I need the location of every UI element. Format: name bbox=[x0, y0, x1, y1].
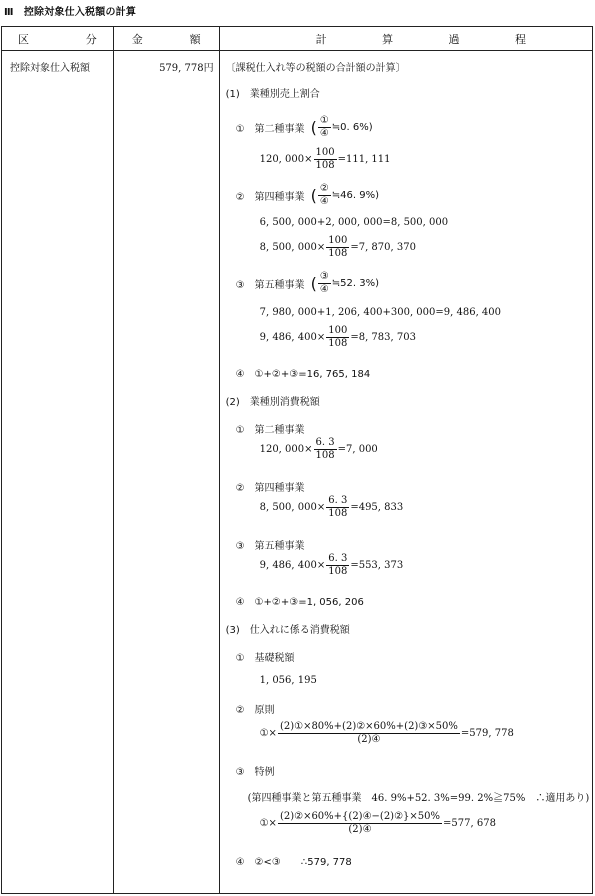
fraction bbox=[326, 553, 349, 578]
fraction-numerator: 100 bbox=[328, 235, 348, 246]
s1-item-1-calc bbox=[260, 147, 391, 172]
calc-result: =579, 778 bbox=[460, 728, 514, 739]
s1-item-3-sum: 7, 980, 000+1, 206, 400+300, 000=9, 486, 400 bbox=[259, 307, 502, 318]
fraction-denominator: 108 bbox=[315, 160, 335, 171]
s3-item-3-calc bbox=[260, 811, 496, 836]
calc-result: =495, 833 bbox=[350, 502, 404, 513]
s2-item-4: ④ ①+②+③=1, 056, 206 bbox=[235, 597, 364, 608]
fraction-numerator: (2)②×60%+{(2)④−(2)②}×50% bbox=[279, 811, 441, 822]
fraction bbox=[318, 271, 331, 296]
s1-item-3 bbox=[236, 271, 379, 296]
s3-item-1-value: 1, 056, 195 bbox=[259, 675, 317, 686]
fraction-denominator: ④ bbox=[319, 284, 329, 295]
s3-item-3-label: ③ 特例 bbox=[235, 767, 275, 778]
calc-term: ①× bbox=[259, 728, 277, 739]
section-title: Ⅲ 控除対象仕入税額の計算 bbox=[4, 7, 137, 18]
s2-item-3-label: ③ 第五種事業 bbox=[235, 541, 305, 552]
fraction bbox=[314, 437, 337, 462]
header-process-char: 計 bbox=[315, 32, 327, 46]
header-amount-char: 額 bbox=[189, 32, 201, 46]
header-row bbox=[2, 27, 593, 51]
section-1-title: (1) 業種別売上割合 bbox=[225, 89, 320, 100]
fraction bbox=[326, 325, 349, 350]
calc-term: 9, 486, 400× bbox=[259, 332, 326, 343]
s3-item-2-calc bbox=[260, 721, 514, 746]
calc-term: 8, 500, 000× bbox=[259, 502, 326, 513]
calc-result: =7, 870, 370 bbox=[350, 242, 416, 253]
fraction-denominator: 108 bbox=[315, 450, 335, 461]
calc-result: =7, 000 bbox=[337, 444, 378, 455]
data-row bbox=[2, 51, 593, 894]
header-category-char: 区 bbox=[18, 32, 29, 46]
category-cell: 控除対象仕入税額 bbox=[2, 51, 114, 894]
s2-item-2-label: ② 第四種事業 bbox=[235, 483, 305, 494]
s1-item-1 bbox=[236, 115, 373, 140]
s2-item-1-label: ① 第二種事業 bbox=[235, 425, 305, 436]
calculation-table bbox=[1, 26, 593, 894]
s1-item-3-label: ③ 第五種事業 bbox=[235, 280, 305, 291]
header-category bbox=[2, 27, 114, 51]
s1-item-2-sum: 6, 500, 000+2, 000, 000=8, 500, 000 bbox=[259, 217, 449, 228]
s2-item-3-calc bbox=[260, 553, 404, 578]
fraction-denominator: 108 bbox=[328, 566, 348, 577]
fraction-denominator: ④ bbox=[319, 128, 329, 139]
fraction bbox=[314, 147, 337, 172]
s1-item-2 bbox=[236, 183, 379, 208]
fraction-numerator: ① bbox=[319, 115, 329, 126]
header-amount-char: 金 bbox=[131, 32, 143, 46]
calc-term: 8, 500, 000× bbox=[259, 242, 326, 253]
fraction-denominator: 108 bbox=[328, 508, 348, 519]
process-heading: 〔課税仕入れ等の税額の合計額の計算〕 bbox=[225, 63, 406, 74]
fraction bbox=[326, 235, 349, 260]
s1-item-4: ④ ①+②+③=16, 765, 184 bbox=[235, 369, 371, 380]
s2-item-1-calc bbox=[260, 437, 378, 462]
calc-result: =553, 373 bbox=[350, 560, 404, 571]
header-amount bbox=[113, 27, 219, 51]
calc-result: =111, 111 bbox=[337, 154, 391, 165]
s3-item-1-label: ① 基礎税額 bbox=[235, 653, 295, 664]
header-process-char: 過 bbox=[448, 32, 460, 46]
fraction bbox=[326, 495, 349, 520]
calc-result: =8, 783, 703 bbox=[350, 332, 416, 343]
fraction-denominator: (2)④ bbox=[348, 824, 372, 835]
s3-item-4: ④ ②<③ ∴579, 778 bbox=[235, 857, 352, 868]
fraction-numerator: 6. 3 bbox=[328, 495, 348, 506]
fraction-numerator: 100 bbox=[328, 325, 348, 336]
s1-item-1-label: ① 第二種事業 bbox=[235, 124, 305, 135]
calc-term: ①× bbox=[259, 818, 277, 829]
header-process-char: 算 bbox=[382, 32, 394, 46]
section-2-title: (2) 業種別消費税額 bbox=[225, 397, 320, 408]
fraction-denominator: (2)④ bbox=[357, 734, 381, 745]
fraction bbox=[278, 811, 442, 836]
calc-result: =577, 678 bbox=[443, 818, 496, 829]
header-process bbox=[219, 27, 592, 51]
process-cell bbox=[219, 51, 592, 894]
section-3-title: (3) 仕入れに係る消費税額 bbox=[225, 625, 350, 636]
fraction-numerator: ② bbox=[319, 183, 329, 194]
fraction-numerator: 6. 3 bbox=[315, 437, 335, 448]
s1-item-3-calc bbox=[260, 325, 416, 350]
open-paren: ( bbox=[310, 273, 317, 293]
s2-item-2-calc bbox=[260, 495, 404, 520]
header-category-char: 分 bbox=[85, 32, 97, 46]
calc-term: 120, 000× bbox=[259, 444, 313, 455]
open-paren: ( bbox=[310, 117, 317, 137]
s3-item-3-note: (第四種事業と第五種事業 46. 9%+52. 3%=99. 2%≧75% ∴適用あり) bbox=[247, 793, 590, 804]
fraction-denominator: ④ bbox=[319, 196, 329, 207]
s1-item-2-calc bbox=[260, 235, 416, 260]
s3-item-2-label: ② 原則 bbox=[235, 705, 275, 716]
fraction bbox=[278, 721, 460, 746]
fraction bbox=[318, 183, 331, 208]
fraction-denominator: 108 bbox=[328, 248, 348, 259]
fraction-numerator: 6. 3 bbox=[328, 553, 348, 564]
open-paren: ( bbox=[310, 185, 317, 205]
fraction bbox=[318, 115, 331, 140]
calc-term: 9, 486, 400× bbox=[259, 560, 326, 571]
s1-item-2-ratio: ≒46. 9%) bbox=[331, 190, 380, 201]
amount-cell: 579, 778円 bbox=[113, 51, 219, 894]
fraction-numerator: (2)①×80%+(2)②×60%+(2)③×50% bbox=[279, 721, 458, 732]
fraction-numerator: 100 bbox=[315, 147, 335, 158]
s1-item-1-ratio: ≒0. 6%) bbox=[331, 122, 373, 133]
s1-item-3-ratio: ≒52. 3%) bbox=[331, 278, 380, 289]
fraction-denominator: 108 bbox=[328, 338, 348, 349]
header-process-char: 程 bbox=[515, 32, 526, 46]
calc-term: 120, 000× bbox=[259, 154, 313, 165]
s1-item-2-label: ② 第四種事業 bbox=[235, 192, 305, 203]
fraction-numerator: ③ bbox=[319, 271, 329, 282]
